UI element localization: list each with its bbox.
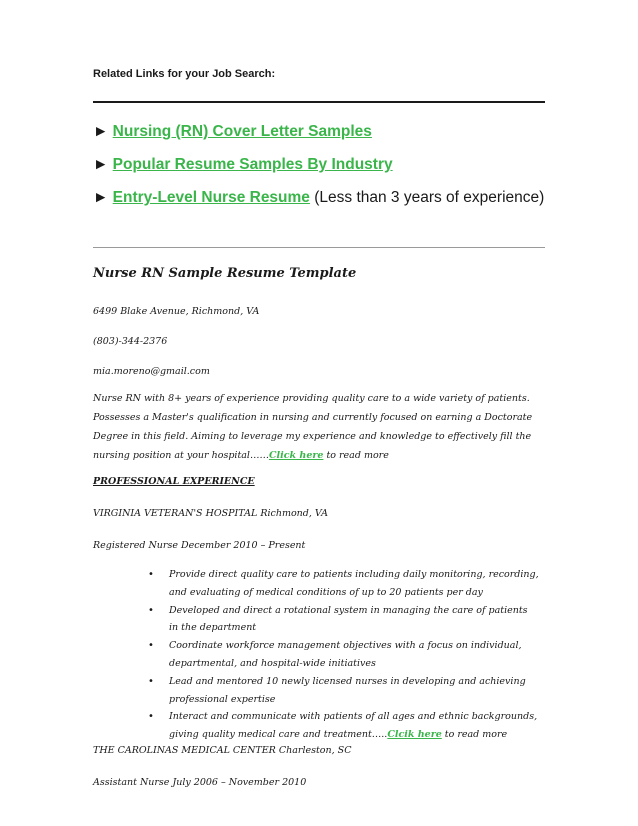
link-item-resume-samples (93, 154, 545, 175)
link-cover-letter[interactable]: Nursing (RN) Cover Letter Samples (112, 123, 372, 140)
bullet-icon: • (148, 711, 154, 723)
arrow-icon: ► (93, 123, 109, 140)
link-item-cover-letter (93, 121, 545, 142)
list-item (149, 602, 539, 638)
divider-thick (93, 101, 545, 103)
link-item-entry-level (93, 187, 545, 208)
bullet-icon: • (148, 640, 154, 652)
bullet-text: Developed and direct a rotational system in managing the care of patients in the department (169, 604, 528, 634)
bullet-icon: • (148, 569, 154, 580)
employer-2: THE CAROLINAS MEDICAL CENTER Charleston, SC (93, 745, 352, 756)
arrow-icon: ► (93, 189, 109, 206)
summary-text: Nurse RN with 8+ years of experience providing quality care to a wide variety of patients. Possesses a Master's qualification in nursing and currently focused on earning a Doctorate Degree in this field. Aiming to leverage my experience and knowledge to effectively fill the nursing position at your hospital…… (93, 393, 533, 461)
summary-after: to read more (323, 450, 389, 461)
bullet-text: Interact and communicate with patients of all ages and ethnic backgrounds, giving quality medical care and treatment….. (169, 711, 538, 741)
bullet-click-here-link[interactable]: Clcik here (387, 729, 442, 741)
address: 6499 Blake Avenue, Richmond, VA (93, 306, 260, 317)
list-item (149, 566, 539, 602)
bullet-icon: • (148, 604, 154, 616)
resume-title: Nurse RN Sample Resume Template (93, 266, 357, 281)
email: mia.moreno@gmail.com (93, 366, 210, 377)
bullet-text: Provide direct quality care to patients including daily monitoring, recording, and evaluating of medical conditions of up to 20 patients per day (169, 569, 539, 598)
bullet-icon: • (148, 675, 154, 687)
arrow-icon: ► (93, 156, 109, 173)
link-suffix: (Less than 3 years of experience) (309, 189, 545, 206)
employer-1: VIRGINIA VETERAN'S HOSPITAL Richmond, VA (93, 508, 328, 519)
role-1: Registered Nurse December 2010 – Present (93, 540, 306, 551)
bullet-text: Coordinate workforce management objectives with a focus on individual, departmental, and hospital-wide initiatives (169, 640, 522, 669)
role-2: Assistant Nurse July 2006 – November 2010 (93, 777, 307, 788)
link-resume-samples[interactable]: Popular Resume Samples By Industry (112, 156, 393, 173)
phone: (803)-344-2376 (93, 336, 168, 347)
section-heading-experience: PROFESSIONAL EXPERIENCE (93, 476, 255, 487)
list-item (149, 708, 539, 744)
list-item (149, 673, 539, 709)
related-links-heading: Related Links for your Job Search: (93, 68, 276, 80)
divider-thin (93, 247, 545, 248)
summary-click-here-link[interactable]: Click here (268, 450, 324, 461)
list-item (149, 637, 539, 673)
bullet-list (149, 566, 539, 744)
link-entry-level-resume[interactable]: Entry-Level Nurse Resume (112, 189, 310, 206)
bullet-after: to read more (441, 729, 508, 741)
bullet-text: Lead and mentored 10 newly licensed nurses in developing and achieving professional expertise (169, 675, 526, 705)
summary-paragraph (93, 389, 545, 465)
